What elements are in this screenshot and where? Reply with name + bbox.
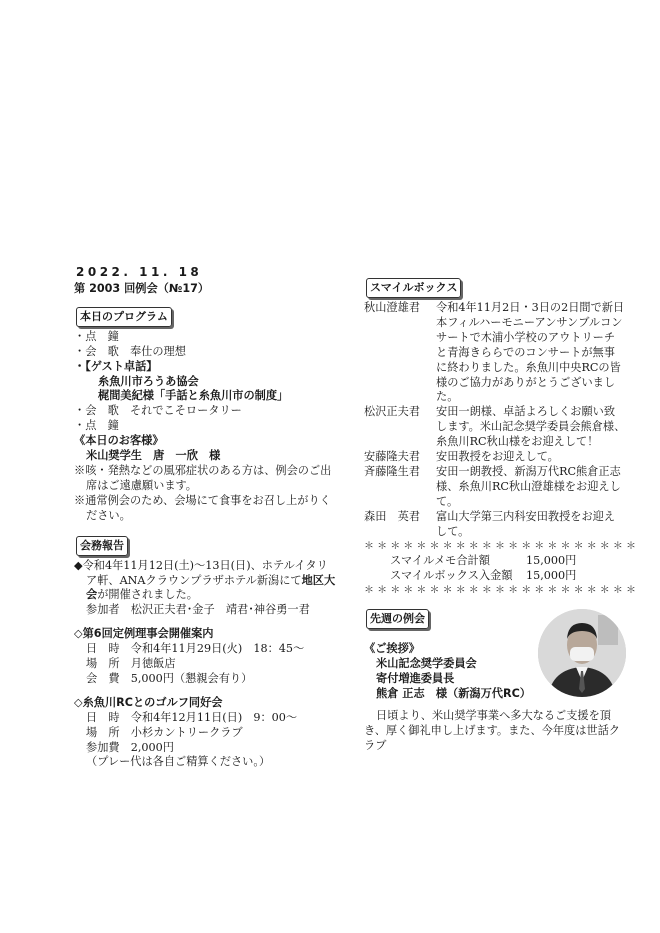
- program-item: ・点 鐘: [74, 419, 119, 433]
- speaker-photo: [538, 609, 626, 697]
- box-total-row: [364, 569, 626, 584]
- smile-text: 安田一朗教授、新潟万代RC熊倉正志様、糸魚川RC秋山澄雄様をお迎えして。: [436, 464, 621, 508]
- district-report: [74, 559, 336, 604]
- district-report-pre: ◆令和4年11月12日(土)～13日(日)、ホテルイタリア軒、ANAクラウンプラザホテル新潟にて: [74, 558, 328, 587]
- smile-name: 秋山澄雄君: [364, 301, 420, 314]
- last-week-heading: [366, 609, 429, 629]
- greet-body: 日頃より、米山奨学事業へ多大なるご支援を頂き、厚く御礼申し上げます。また、今年度は世話クラブ: [364, 708, 620, 752]
- board-date: 日 時 令和4年11月29日(火) 18：45～: [86, 642, 305, 656]
- smile-text: 令和4年11月2日・3日の2日間で新日本フィルハーモニーアンサンブルコンサートで木浦小学校のアウトリーチと青海きららでのコンサートが無事に終わりました。糸魚川中央RCの皆様のご協力がありがとうございました。: [436, 301, 625, 404]
- smile-entry: [364, 510, 626, 540]
- district-report-post: が開催されました。: [97, 588, 198, 602]
- reports-heading-label: 会務報告: [80, 538, 124, 552]
- golf-note: （プレー代は各自ご精算ください。）: [86, 755, 271, 769]
- star-divider: ＊＊＊＊＊＊＊＊＊＊＊＊＊＊＊＊＊＊＊＊＊: [364, 585, 640, 597]
- smile-entry: [364, 405, 626, 450]
- district-report-bold: 地区大会: [86, 573, 336, 602]
- guest-line: 米山奨学生 唐 一欣 様: [86, 449, 221, 463]
- guest-talk: 梶間美紀様「手話と糸魚川市の制度」: [98, 389, 289, 403]
- board-fee: 会 費 5,000円（懇親会有り）: [86, 671, 253, 685]
- golf-title: ◇糸魚川RCとのゴルフ同好会: [74, 695, 223, 709]
- greet-title: 《ご挨拶》: [364, 642, 420, 656]
- smile-name: 松沢正夫君: [364, 405, 420, 419]
- smile-text: 安田教授をお迎えして。: [436, 450, 559, 464]
- program-heading: [76, 307, 172, 327]
- smile-name: 安藤隆夫君: [364, 450, 420, 464]
- smile-heading-label: スマイルボックス: [370, 281, 458, 294]
- board-title: ◇第6回定例理事会開催案内: [74, 627, 214, 641]
- board-place: 場 所 月徳飯店: [86, 657, 176, 671]
- golf-place: 場 所 小杉カントリークラブ: [86, 725, 243, 739]
- bulletin-date: 2022. 11. 18: [76, 265, 203, 279]
- note-meal: ※通常例会のため、会場にて食事をお召し上がりください。: [74, 493, 331, 522]
- smile-name: 斉藤隆生君: [364, 464, 420, 478]
- memo-total-row: [364, 554, 626, 569]
- left-column: [74, 265, 336, 770]
- meeting-number: 第 2003 回例会（№17）: [74, 281, 210, 295]
- smile-text: 富山大学第三内科安田教授をお迎えして。: [436, 509, 616, 538]
- program-item: ・点 鐘: [74, 329, 119, 343]
- golf-fee: 参加費 2,000円: [86, 740, 174, 754]
- smile-name: 森田 英君: [364, 509, 420, 523]
- guests-title: 《本日のお客様》: [74, 434, 164, 448]
- smile-entry: [364, 465, 626, 510]
- last-week-heading-label: 先週の例会: [370, 612, 425, 626]
- golf-date: 日 時 令和4年12月11日(日) 9：00～: [86, 710, 298, 724]
- greet-role: 寄付増進委員長: [376, 671, 455, 685]
- box-total-label: スマイルボックス入金額: [390, 569, 513, 583]
- smile-entry: [364, 450, 626, 465]
- star-divider: ＊＊＊＊＊＊＊＊＊＊＊＊＊＊＊＊＊＊＊＊＊: [364, 540, 640, 552]
- right-column: [364, 278, 640, 753]
- memo-total-value: 15,000円: [526, 554, 577, 568]
- box-total-value: 15,000円: [526, 569, 577, 583]
- program-item: ・会 歌 奉仕の理想: [74, 344, 186, 358]
- program-item: ・会 歌 それでこそロータリー: [74, 404, 242, 418]
- district-attendees: 参加者 松沢正夫君･金子 靖君･神谷勇一君: [86, 603, 310, 617]
- reports-heading: [76, 536, 128, 556]
- greet-name: 熊倉 正志 様（新潟万代RC）: [376, 686, 531, 700]
- program-item: ・【ゲスト卓話】: [74, 359, 158, 373]
- speaker-silhouette-icon: [538, 609, 626, 697]
- last-week-section: [364, 609, 626, 753]
- smile-text: 安田一朗様、卓話よろしくお願い致します。米山記念奨学委員会熊倉様、糸魚川RC秋山様をお迎えして！: [436, 405, 626, 449]
- note-illness: ※咳・発熱などの風邪症状のある方は、例会のご出席はご遠慮願います。: [74, 463, 332, 492]
- program-heading-label: 本日のプログラム: [80, 309, 168, 323]
- smile-heading: [366, 278, 461, 298]
- guest-org: 糸魚川市ろうあ協会: [98, 374, 199, 388]
- memo-total-label: スマイルメモ合計額: [390, 554, 490, 568]
- smile-entry: [364, 301, 626, 405]
- greet-org: 米山記念奨学委員会: [376, 657, 477, 671]
